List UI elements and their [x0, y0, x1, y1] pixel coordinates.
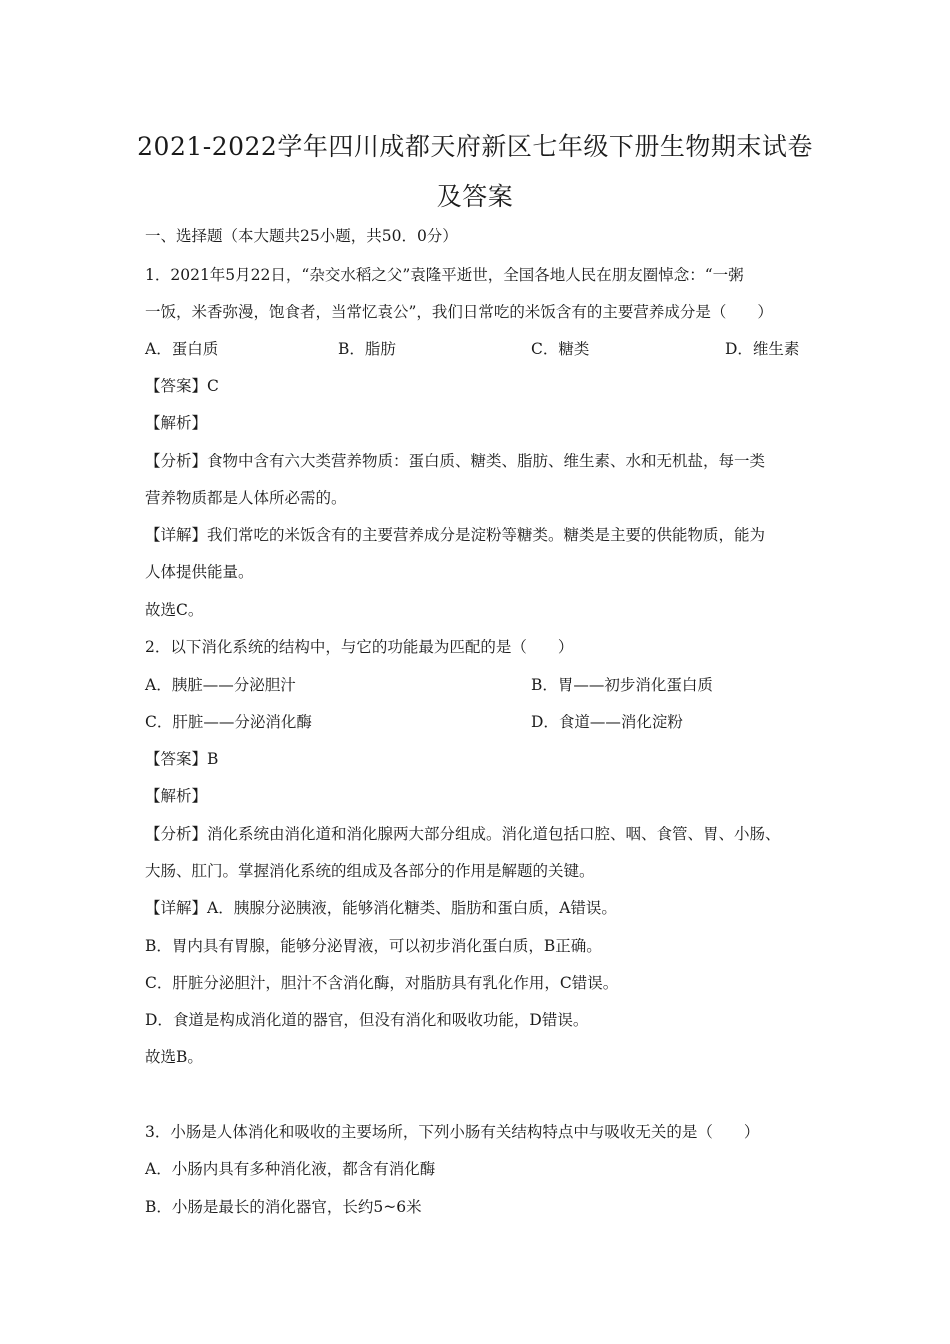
q2-detail-c: C．肝脏分泌胆汁，胆汁不含消化酶，对脂肪具有乳化作用，C错误。 [145, 974, 619, 992]
q1-option-a: A．蛋白质 [145, 340, 219, 358]
q2-analysis-line2: 大肠、肛门。掌握消化系统的组成及各部分的作用是解题的关键。 [145, 862, 595, 880]
q1-jiexi: 【解析】 [145, 414, 208, 432]
q2-conclusion: 故选B。 [145, 1048, 203, 1066]
q2-detail-b: B．胃内具有胃腺，能够分泌胃液，可以初步消化蛋白质，B正确。 [145, 937, 602, 955]
q1-detail-line2: 人体提供能量。 [145, 563, 254, 581]
q2-stem: 2．以下消化系统的结构中，与它的功能最为匹配的是（ ） [145, 638, 574, 656]
q3-option-b: B．小肠是最长的消化器官，长约5~6米 [145, 1198, 422, 1216]
document-title-line2: 及答案 [436, 182, 514, 211]
q1-option-c: C．糖类 [531, 340, 590, 358]
q2-option-b: B．胃——初步消化蛋白质 [531, 676, 713, 694]
q1-stem-line1: 1．2021年5月22日，“杂交水稻之父”袁隆平逝世，全国各地人民在朋友圈悼念：“一粥 [145, 266, 744, 284]
q2-option-d: D．食道——消化淀粉 [531, 713, 683, 731]
q2-option-a: A．胰脏——分泌胆汁 [145, 676, 296, 694]
q2-answer: 【答案】B [145, 750, 219, 768]
q1-detail-line1: 【详解】我们常吃的米饭含有的主要营养成分是淀粉等糖类。糖类是主要的供能物质，能为 [145, 526, 766, 544]
q3-option-a: A．小肠内具有多种消化液，都含有消化酶 [145, 1160, 436, 1178]
q1-answer: 【答案】C [145, 377, 219, 395]
q2-jiexi: 【解析】 [145, 787, 208, 805]
q1-conclusion: 故选C。 [145, 601, 204, 619]
q1-analysis-line1: 【分析】食物中含有六大类营养物质：蛋白质、糖类、脂肪、维生素、水和无机盐，每一类 [145, 452, 766, 470]
q1-stem-line2: 一饭，米香弥漫，饱食者，当常忆袁公”，我们日常吃的米饭含有的主要营养成分是（ ） [145, 303, 773, 321]
q2-detail-a: 【详解】A．胰腺分泌胰液，能够消化糖类、脂肪和蛋白质，A错误。 [145, 899, 617, 917]
document-title-line1: 2021-2022学年四川成都天府新区七年级下册生物期末试卷 [137, 132, 813, 161]
q1-option-d: D．维生素 [725, 340, 800, 358]
q1-option-b: B．脂肪 [338, 340, 396, 358]
q2-detail-d: D．食道是构成消化道的器官，但没有消化和吸收功能，D错误。 [145, 1011, 589, 1029]
section-heading: 一、选择题（本大题共25小题，共50．0分） [145, 227, 458, 245]
q2-analysis-line1: 【分析】消化系统由消化道和消化腺两大部分组成。消化道包括口腔、咽、食管、胃、小肠、 [145, 825, 781, 843]
q1-analysis-line2: 营养物质都是人体所必需的。 [145, 489, 347, 507]
q2-option-c: C．肝脏——分泌消化酶 [145, 713, 312, 731]
q3-stem: 3．小肠是人体消化和吸收的主要场所，下列小肠有关结构特点中与吸收无关的是（ ） [145, 1123, 760, 1141]
